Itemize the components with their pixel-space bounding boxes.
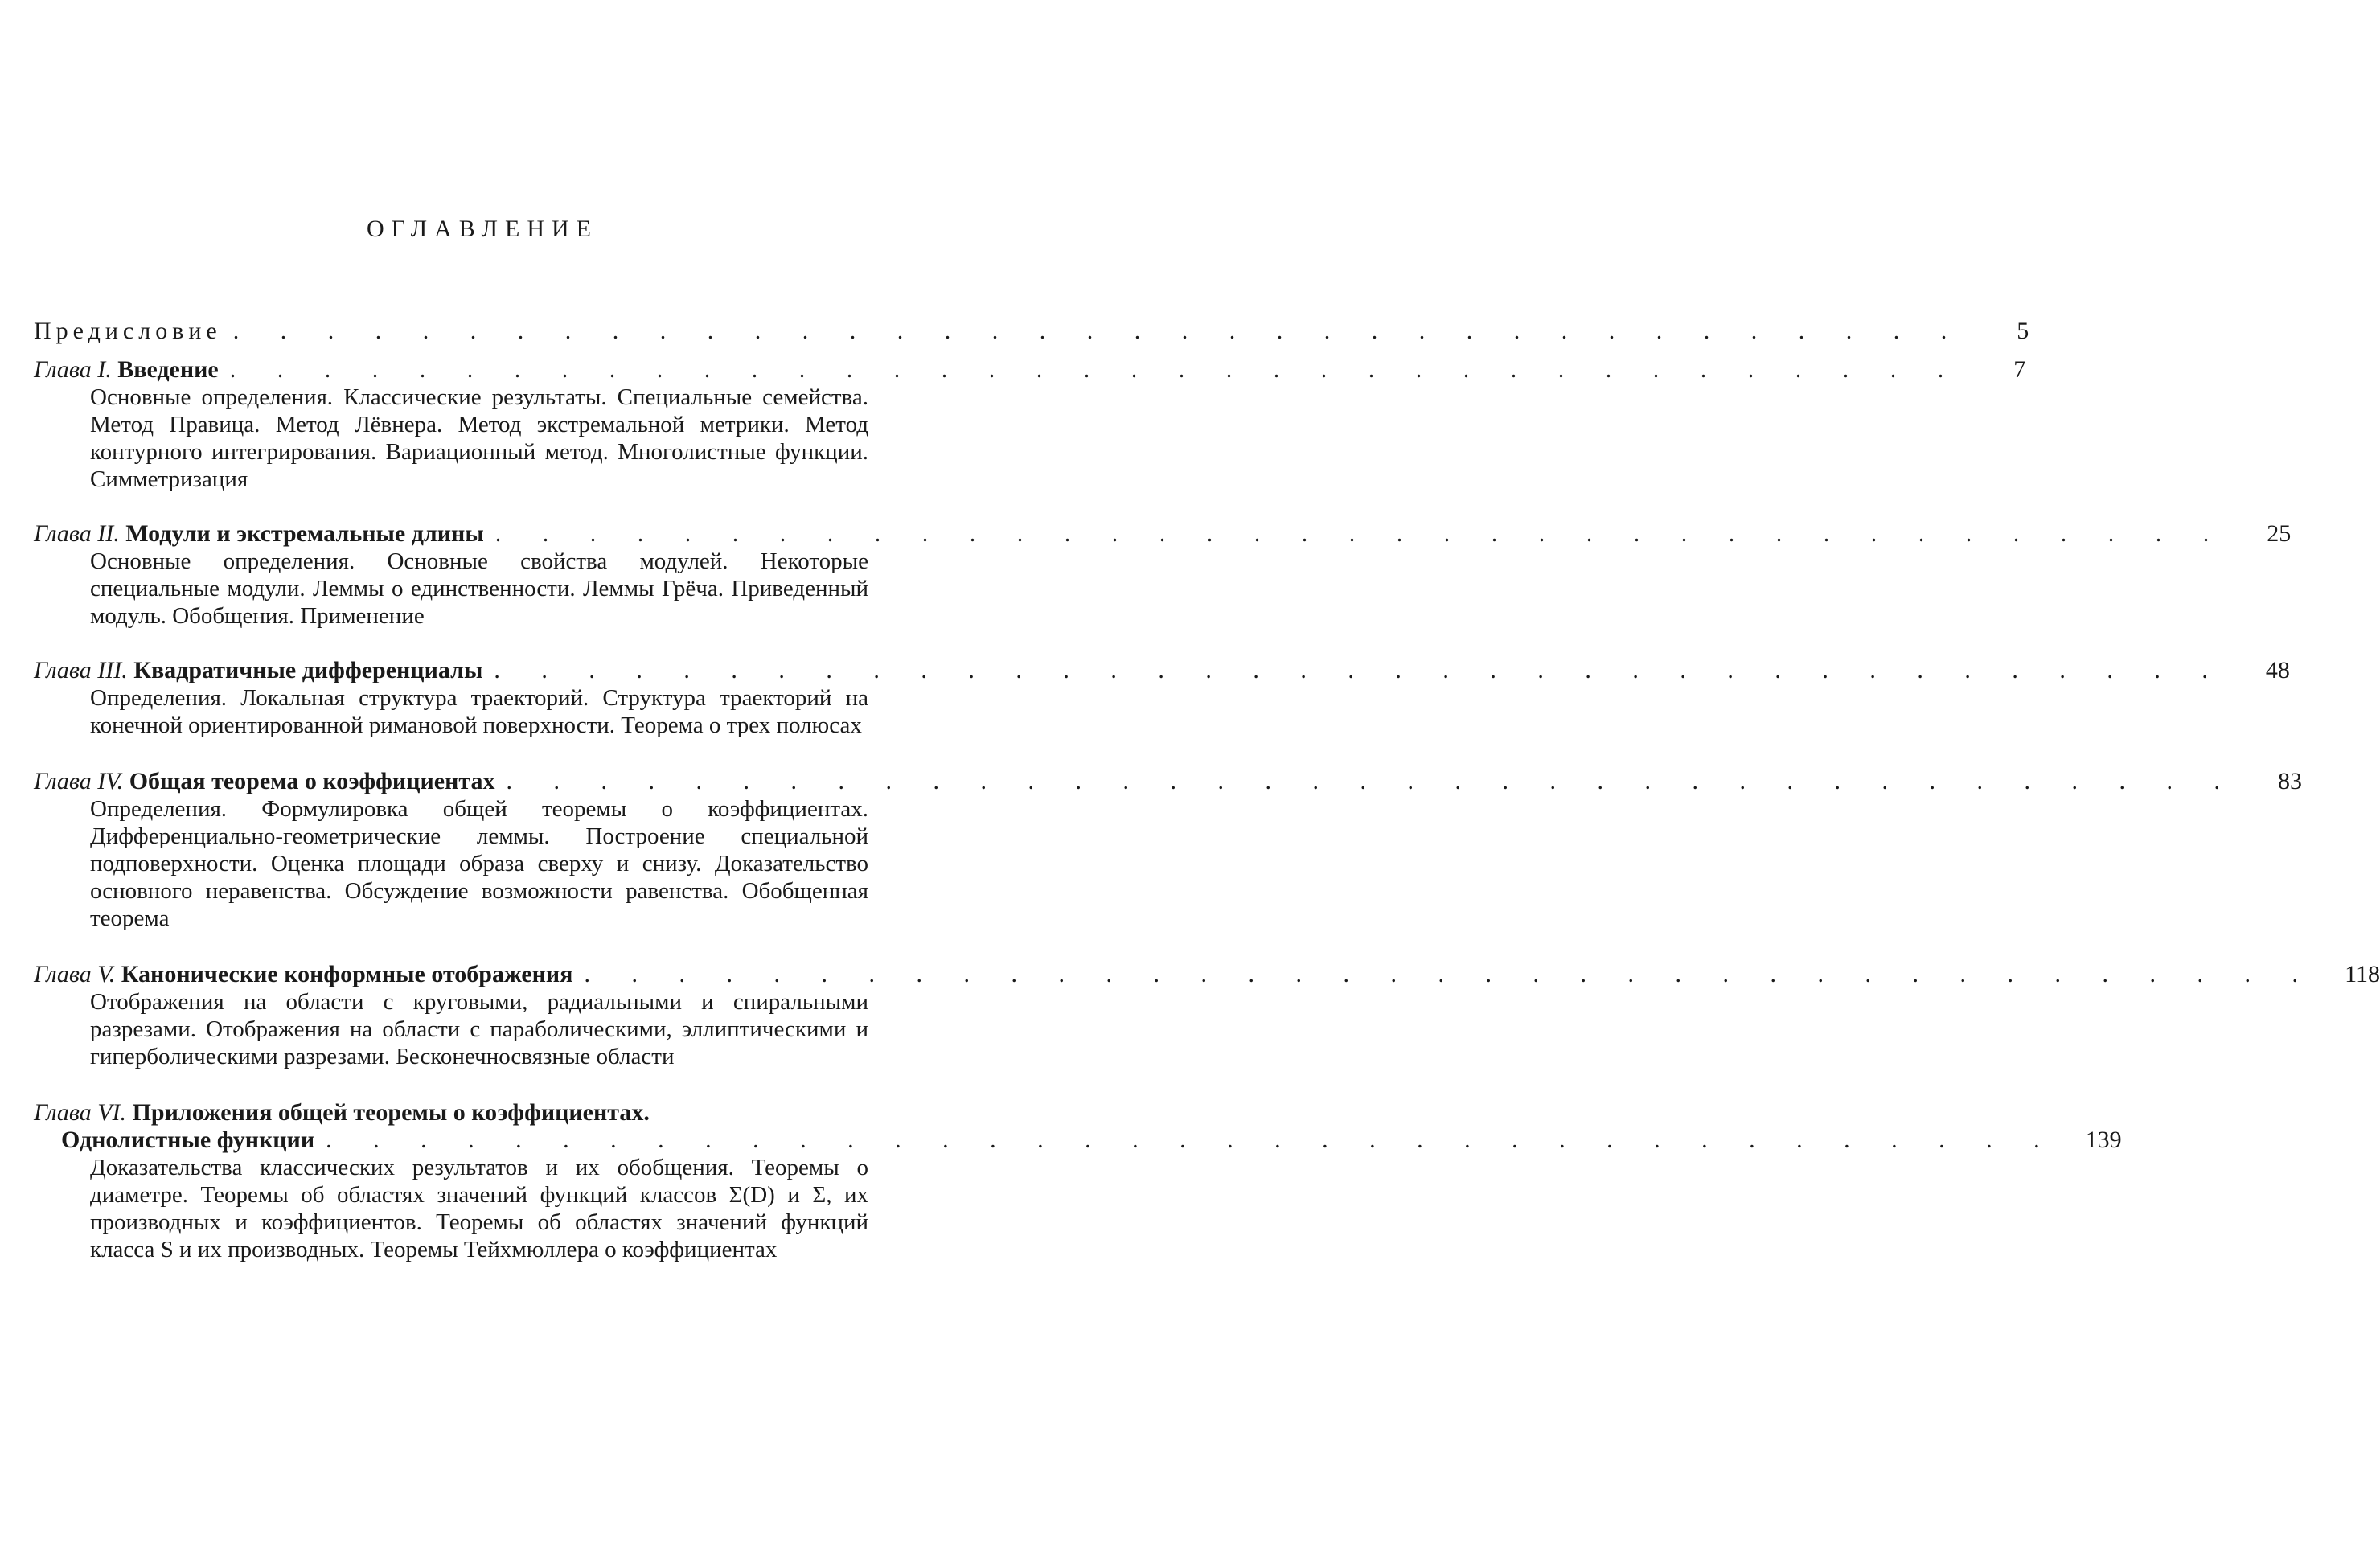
chapter-description: Основные определения. Основные свойства модулей. Некоторые специальные модули. Леммы о единственности. Леммы Грёча. Приведенный модуль. Обобщения. Применение	[90, 548, 868, 629]
chapter-title: Квадратичные дифференциалы	[133, 657, 483, 683]
page-title: ОГЛАВЛЕНИЕ	[367, 215, 598, 242]
page-number: 83	[2277, 768, 2302, 794]
chapter-heading	[34, 657, 482, 684]
chapter-description: Доказательства классических результатов и их обобщения. Теоремы о диаметре. Теоремы об областях значений функций классов Σ(D) и Σ, их производных и коэффициентов. Теоремы об областях значений функций класса S и их производных. Теоремы Тейхмюллера о коэффициентах	[90, 1155, 868, 1262]
chapter-heading-line-1	[34, 1099, 868, 1127]
toc-heading-row	[34, 356, 2026, 384]
toc-entry-chapter-3[interactable]	[34, 657, 2290, 739]
chapter-title: Модули и экстремальные длины	[125, 520, 484, 547]
chapter-label: Глава III.	[34, 657, 128, 683]
chapter-title: Общая теорема о коэффициентах	[129, 768, 495, 794]
dot-leader: . . . . . . . . . . . . . . . . . . . . . . . . . . . . . . . . . . . . .	[506, 768, 2238, 794]
chapter-label: Глава VI.	[34, 1099, 127, 1126]
dot-leader: . . . . . . . . . . . . . . . . . . . . . . . . . . . . . . . . . . . . .	[229, 356, 1962, 383]
toc-heading-row	[34, 520, 2292, 548]
chapter-title-part-1: Приложения общей теоремы о коэффициентах.	[132, 1099, 650, 1126]
dot-leader: . . . . . . . . . . . . . . . . . . . . . . . . . . . . . . . . . . . . .	[326, 1127, 2058, 1153]
chapter-label: Глава IV.	[34, 768, 124, 794]
chapter-description: Отображения на области с круговыми, радиальными и спиральными разрезами. Отображения на области с параболическими, эллиптическими и гиперболическими разрезами. Бесконечносвязные области	[90, 989, 868, 1069]
page-number: 25	[2267, 520, 2292, 547]
toc-heading-row	[34, 1127, 2122, 1154]
chapter-title: Канонические конформные отображения	[121, 961, 573, 987]
chapter-label: Глава I.	[34, 356, 112, 383]
chapter-title-part-2: Однолистные функции	[61, 1127, 315, 1153]
chapter-description: Определения. Формулировка общей теоремы о коэффициентах. Дифференциально-геометрические леммы. Построение специальной подповерхности. Оценка площади образа сверху и снизу. Доказательство основного неравенства. Обсуждение возможности равенства. Обобщенная теорема	[90, 796, 868, 931]
toc-heading-row	[34, 768, 2302, 795]
chapter-heading	[34, 961, 572, 988]
page-number: 5	[2017, 318, 2029, 344]
toc-entry-chapter-1[interactable]	[34, 356, 2026, 493]
chapter-label: Глава II.	[34, 520, 120, 547]
page-number: 139	[2085, 1127, 2122, 1153]
chapter-heading	[34, 520, 484, 548]
dot-leader: . . . . . . . . . . . . . . . . . . . . . . . . . . . . . . . . . . . . .	[494, 520, 2227, 547]
table-of-contents	[34, 318, 2380, 1263]
toc-heading-row	[34, 961, 2380, 988]
toc-entry-preface[interactable]	[34, 318, 2029, 345]
toc-heading-row	[34, 657, 2290, 684]
chapter-description: Основные определения. Классические результаты. Специальные семейства. Метод Правица. Метод Лёвнера. Метод экстремальной метрики. Метод контурного интегрирования. Вариационный метод. Многолистные функции. Симметризация	[90, 384, 868, 492]
chapter-label: Глава V.	[34, 961, 116, 987]
page-number: 7	[2013, 356, 2026, 383]
chapter-description: Определения. Локальная структура траекторий. Структура траекторий на конечной ориентированной римановой поверхности. Теорема о трех полюсах	[90, 685, 868, 738]
toc-heading-row	[34, 318, 2029, 345]
chapter-heading	[34, 356, 219, 384]
toc-entry-chapter-2[interactable]	[34, 520, 2292, 630]
page-number: 118	[2345, 961, 2380, 987]
chapter-title: Введение	[117, 356, 219, 383]
chapter-heading	[34, 768, 494, 795]
page-number: 48	[2265, 657, 2290, 683]
dot-leader: . . . . . . . . . . . . . . . . . . . . . . . . . . . . . . . . . . . . .	[494, 657, 2226, 683]
toc-entry-chapter-4[interactable]	[34, 768, 2302, 932]
toc-entry-chapter-5[interactable]	[34, 961, 2380, 1070]
toc-entry-chapter-6[interactable]	[34, 1099, 2122, 1263]
preface-label: Предисловие	[34, 318, 222, 344]
dot-leader: . . . . . . . . . . . . . . . . . . . . . . . . . . . . . . . . . . . . .	[584, 961, 2316, 987]
dot-leader: . . . . . . . . . . . . . . . . . . . . . . . . . . . . . . . . . . . . .	[232, 318, 1965, 344]
